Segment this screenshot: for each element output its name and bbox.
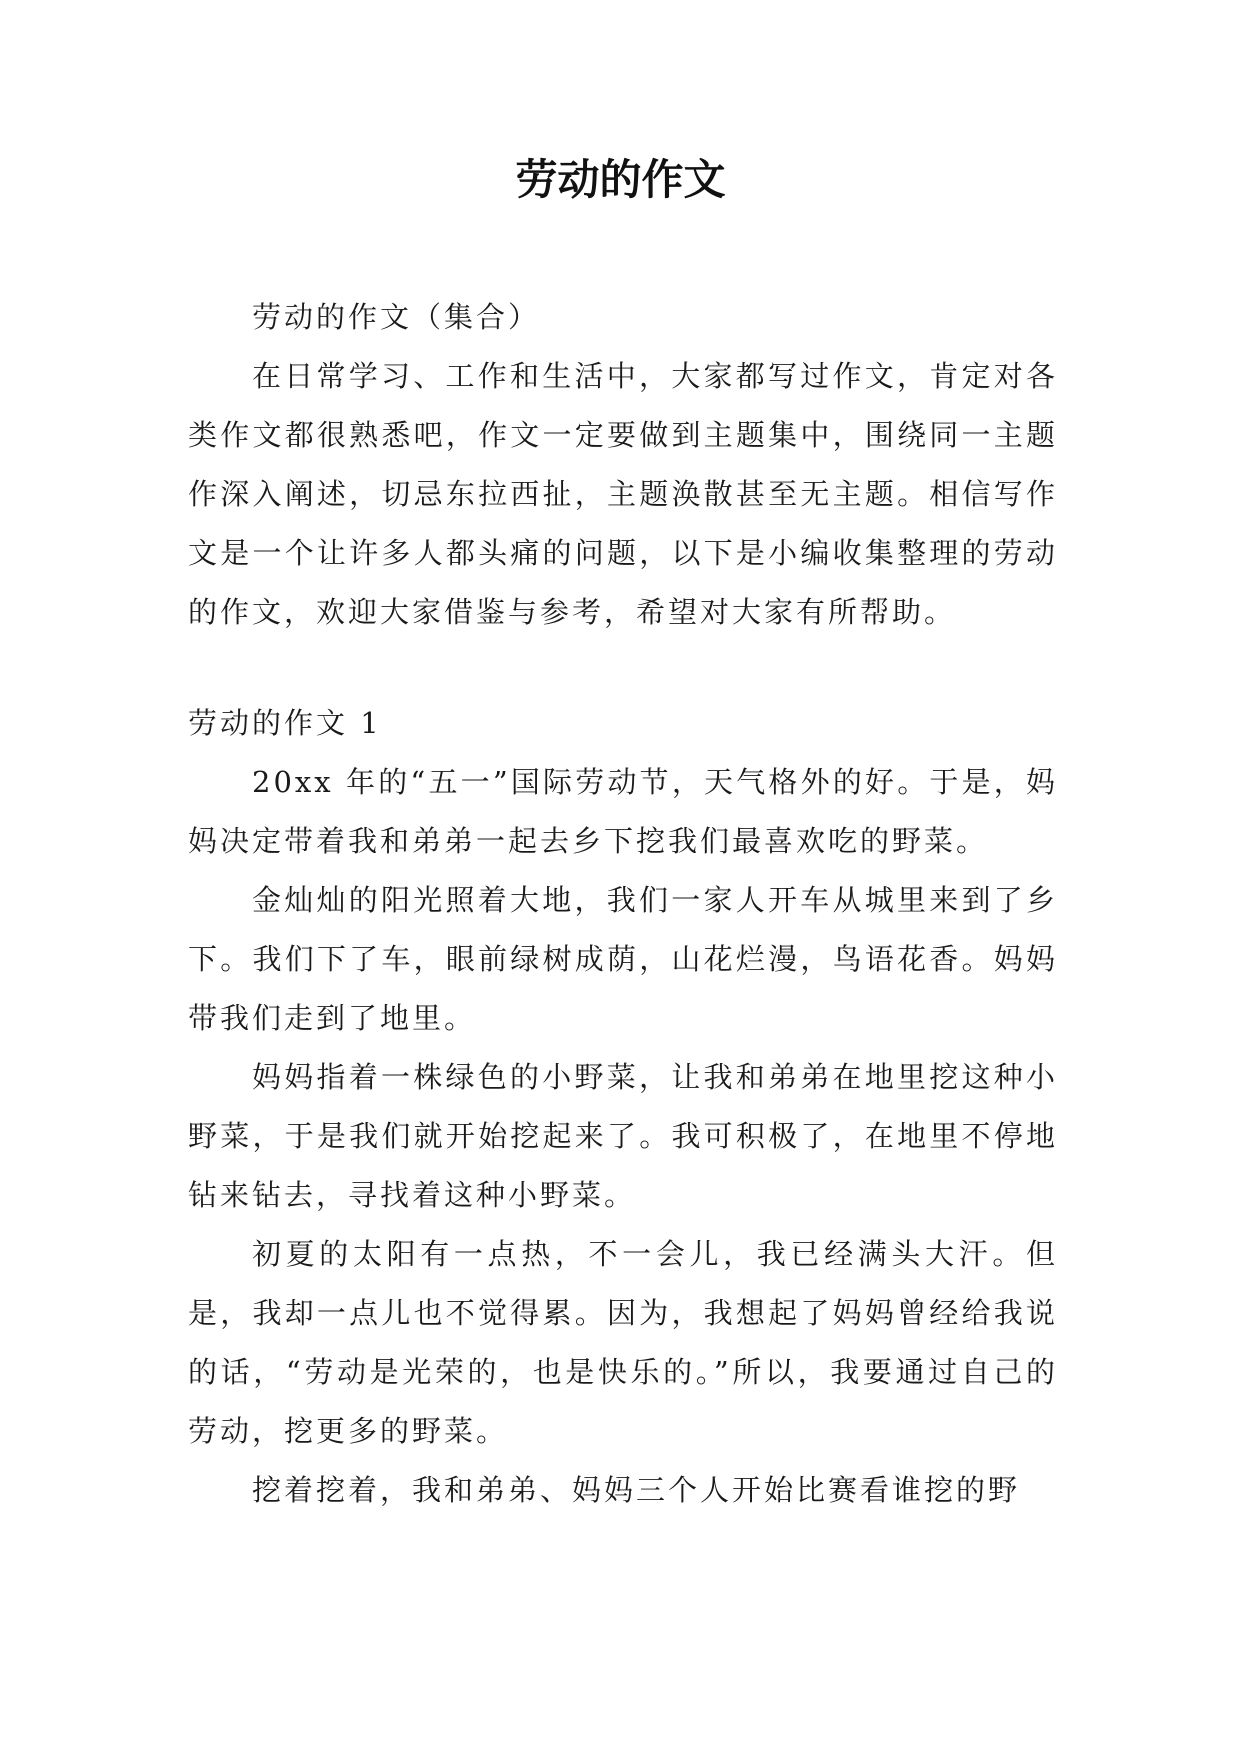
section-heading: 劳动的作文 1 [188,706,382,740]
document-body [188,288,1058,1520]
paragraph-1: 20xx 年的“五一”国际劳动节，天气格外的好。于是，妈妈决定带着我和弟弟一起去乡下挖我们最喜欢吃的野菜。 [188,765,1058,858]
document-subtitle: 劳动的作文（集合） [252,300,541,334]
paragraph-4: 初夏的太阳有一点热，不一会儿，我已经满头大汗。但是，我却一点儿也不觉得累。因为，我想起了妈妈曾经给我说的话，“劳动是光荣的，也是快乐的。”所以，我要通过自己的劳动，挖更多的野菜。 [188,1237,1058,1448]
intro-paragraph: 在日常学习、工作和生活中，大家都写过作文，肯定对各类作文都很熟悉吧，作文一定要做到主题集中，围绕同一主题作深入阐述，切忌东拉西扯，主题涣散甚至无主题。相信写作文是一个让许多人都头痛的问题，以下是小编收集整理的劳动的作文，欢迎大家借鉴与参考，希望对大家有所帮助。 [188,359,1058,629]
paragraph-2: 金灿灿的阳光照着大地，我们一家人开车从城里来到了乡下。我们下了车，眼前绿树成荫，山花烂漫，鸟语花香。妈妈带我们走到了地里。 [188,883,1058,1035]
paragraph-5: 挖着挖着，我和弟弟、妈妈三个人开始比赛看谁挖的野 [252,1473,1021,1507]
document-title: 劳动的作文 [515,155,726,204]
paragraph-3: 妈妈指着一株绿色的小野菜，让我和弟弟在地里挖这种小野菜，于是我们就开始挖起来了。我可积极了，在地里不停地钻来钻去，寻找着这种小野菜。 [188,1060,1058,1212]
